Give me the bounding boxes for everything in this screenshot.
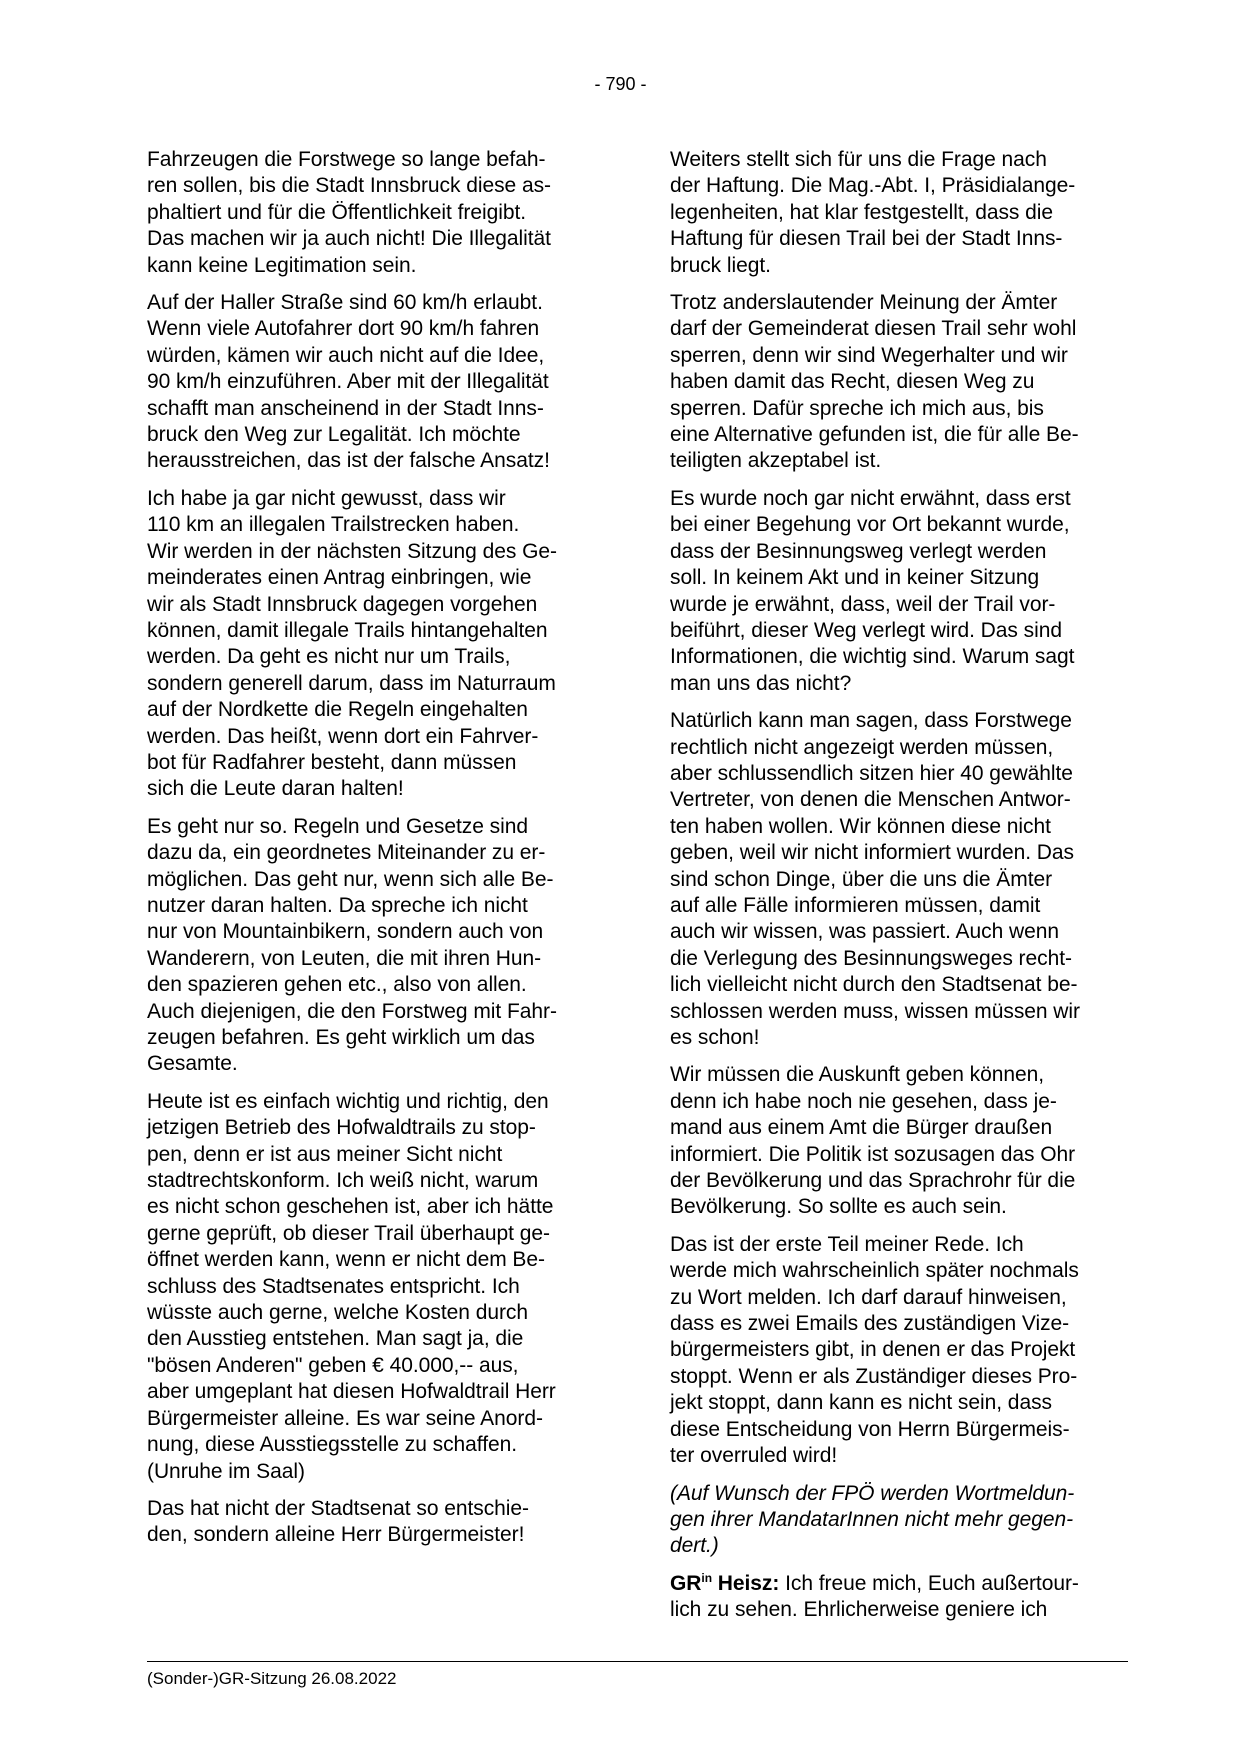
footer: (Sonder-)GR-Sitzung 26.08.2022 (147, 1669, 397, 1688)
speaker-paragraph (670, 1571, 1128, 1624)
paragraph: Es geht nur so. Regeln und Gesetze sind dazu da, ein geordnetes Miteinander zu er- möglichen. Das geht nur, wenn sich alle Be- nutzer daran halten. Da spreche ich nicht nur von Mountainbikern, sondern auch von Wanderern, von Leuten, die mit ihren Hun- den spazieren gehen etc., also von allen. Auch diejenigen, die den Forstweg mit Fahr- zeugen befahren. Es geht wirklich um das Gesamte. (147, 814, 557, 1076)
paragraph: Ich habe ja gar nicht gewusst, dass wir 110 km an illegalen Trailstrecken haben. Wir werden in der nächsten Sitzung des Ge- meinderates einen Antrag einbringen, wie wir als Stadt Innsbruck dagegen vorgehen können, damit illegale Trails hintangehalten werden. Da geht es nicht nur um Trails, sondern generell darum, dass im Naturraum auf der Nordkette die Regeln eingehalten werden. Das heißt, wenn dort ein Fahrver- bot für Radfahrer besteht, dann müssen sich die Leute daran halten! (147, 486, 557, 801)
paragraph: Trotz anderslautender Meinung der Ämter darf der Gemeinderat diesen Trail sehr wohl sperren, denn wir sind Wegerhalter und wir haben damit das Recht, diesen Weg zu sperren. Dafür spreche ich mich aus, bis eine Alternative gefunden ist, die für alle Be- teiligten akzeptabel ist. (670, 291, 1079, 473)
speaker-label (670, 1572, 779, 1595)
paragraph: Wir müssen die Auskunft geben können, denn ich habe noch nie gesehen, dass je- mand aus einem Amt die Bürger draußen informiert. Die Politik ist sozusagen das Ohr der Bevölkerung und das Sprachrohr für die Bevölkerung. So sollte es auch sein. (670, 1063, 1076, 1219)
speaker-prefix: GR (670, 1571, 702, 1595)
paragraph: Fahrzeugen die Forstwege so lange befah- ren sollen, bis die Stadt Innsbruck diese as- phaltiert und für die Öffentlichkeit freigibt. Das machen wir ja auch nicht! Die Illegalität kann keine Legitimation sein. (147, 148, 551, 277)
paragraph: Natürlich kann man sagen, dass Forstwege rechtlich nicht angezeigt werden müssen, aber schlussendlich sitzen hier 40 gewählte Vertreter, von denen die Menschen Antwor- ten haben wollen. Wir können diese nicht geben, weil wir nicht informiert wurden. Das sind schon Dinge, über die uns die Ämter auf alle Fälle informieren müssen, damit auch wir wissen, was passiert. Auch wenn die Verlegung des Besinnungsweges recht- lich vielleicht nicht durch den Stadtsenat be- schlossen werden muss, wissen müssen wir es schon! (670, 709, 1080, 1049)
speaker-name: Heisz: (711, 1571, 780, 1595)
footer-divider (147, 1661, 1128, 1662)
paragraph: Auf der Haller Straße sind 60 km/h erlaubt. Wenn viele Autofahrer dort 90 km/h fahren würden, kämen wir auch nicht auf die Idee, 90 km/h einzuführen. Aber mit der Illegalität schafft man anscheinend in der Stadt Inns- bruck den Weg zur Legalität. Ich möchte herausstreichen, das ist der falsche Ansatz! (147, 291, 550, 473)
speaker-superscript: in (701, 1570, 712, 1585)
paragraph: Heute ist es einfach wichtig und richtig, den jetzigen Betrieb des Hofwaldtrails zu stop- pen, denn er ist aus meiner Sicht nicht stadtrechtskonform. Ich weiß nicht, warum es nicht schon geschehen ist, aber ich hätte gerne geprüft, ob dieser Trail überhaupt ge- öffnet werden kann, wenn er nicht dem Be- schluss des Stadtsenates entspricht. Ich wüsste auch gerne, welche Kosten durch den Ausstieg entstehen. Man sagt ja, die "bösen Anderen" geben € 40.000,-- aus, aber umgeplant hat diesen Hofwaldtrail Herr Bürgermeister alleine. Es war seine Anord- nung, diese Ausstiegsstelle zu schaffen. (Unruhe im Saal) (147, 1089, 556, 1483)
paragraph: Das ist der erste Teil meiner Rede. Ich werde mich wahrscheinlich später nochmals zu Wort melden. Ich darf darauf hinweisen, dass es zwei Emails des zuständigen Vize- bürgermeisters gibt, in denen er das Projekt stoppt. Wenn er als Zuständiger dieses Pro- jekt stoppt, dann kann es nicht sein, dass diese Entscheidung von Herrn Bürgermeis- ter overruled wird! (670, 1232, 1079, 1468)
left-column (147, 147, 602, 1560)
paragraph: Das hat nicht der Stadtsenat so entschie- den, sondern alleine Herr Bürgermeister! (147, 1496, 530, 1547)
speaker-text: Ich freue mich, Euch außertour- lich zu sehen. Ehrlicherweise geniere ich (670, 1571, 1079, 1622)
paragraph: Es wurde noch gar nicht erwähnt, dass erst bei einer Begehung vor Ort bekannt wurde, dass der Besinnungsweg verlegt werden soll. In keinem Akt und in keiner Sitzung wurde je erwähnt, dass, weil der Trail vor- beiführt, dieser Weg verlegt wird. Das sind Informationen, die wichtig sind. Warum sagt man uns das nicht? (670, 486, 1075, 695)
paragraph: Weiters stellt sich für uns die Frage nach der Haftung. Die Mag.-Abt. I, Präsidialange- legenheiten, hat klar festgestellt, dass die Haftung für diesen Trail bei der Stadt Inns- bruck liegt. (670, 148, 1076, 277)
page-number: - 790 - (594, 74, 647, 94)
editorial-note: (Auf Wunsch der FPÖ werden Wortmeldun- gen ihrer MandatarInnen nicht mehr gegen- dert.) (670, 1481, 1075, 1558)
right-column (670, 147, 1128, 1635)
